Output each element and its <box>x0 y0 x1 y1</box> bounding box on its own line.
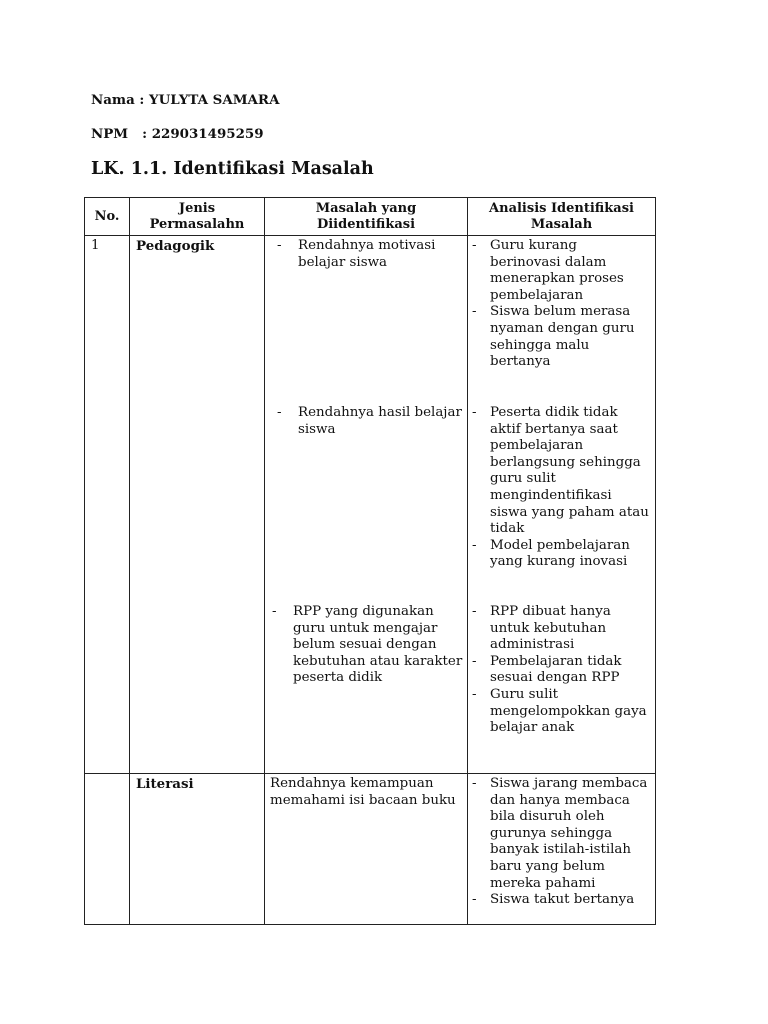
problem-type: Literasi <box>130 774 265 925</box>
analysis-list <box>468 238 651 405</box>
list-item: - Rendahnya hasil belajar siswa <box>265 405 467 438</box>
header-jenis: Jenis Permasalahn <box>130 198 265 236</box>
header-masalah: Masalah yang Diidentifikasi <box>265 198 468 236</box>
document-title: LK. 1.1. Identifikasi Masalah <box>91 159 374 179</box>
identified-problems-cell <box>265 236 468 774</box>
list-item: - Siswa jarang membaca dan hanya membaca bila disuruh oleh gurunya sehingga banyak istilah-istilah baru yang belum mereka pahami <box>468 776 651 892</box>
list-item: - Guru kurang berinovasi dalam menerapkan proses pembelajaran <box>468 238 651 304</box>
problem-list <box>265 405 467 604</box>
problem-type: Pedagogik <box>130 236 265 774</box>
list-item: - Siswa belum merasa nyaman dengan guru sehingga malu bertanya <box>468 304 651 370</box>
table-row <box>85 236 656 774</box>
header-analisis: Analisis Identifikasi Masalah <box>468 198 656 236</box>
list-item: - Rendahnya motivasi belajar siswa <box>265 238 467 271</box>
list-item: - Guru sulit mengelompokkan gaya belajar anak <box>468 687 651 737</box>
list-item: - Pembelajaran tidak sesuai dengan RPP <box>468 654 651 687</box>
problem-list <box>265 238 467 405</box>
list-item: - Siswa takut bertanya <box>468 892 651 909</box>
list-item: - Peserta didik tidak aktif bertanya saat pembelajaran berlangsung sehingga guru sulit mengindentifikasi siswa yang paham atau tidak <box>468 405 651 538</box>
header-no: No. <box>85 198 130 236</box>
list-item: - RPP yang digunakan guru untuk mengajar belum sesuai dengan kebutuhan atau karakter peserta didik <box>265 604 467 687</box>
table-header-row <box>85 198 656 236</box>
analysis-cell <box>468 774 656 925</box>
analysis-list <box>468 604 651 737</box>
row-number: 1 <box>85 236 130 774</box>
analysis-list <box>468 776 651 909</box>
problem-list <box>265 604 467 687</box>
identified-problem: Rendahnya kemampuan memahami isi bacaan buku <box>265 774 468 925</box>
list-item: - RPP dibuat hanya untuk kebutuhan administrasi <box>468 604 651 654</box>
table-row <box>85 774 656 925</box>
analysis-cell <box>468 236 656 774</box>
problem-identification-table <box>84 197 656 925</box>
row-number <box>85 774 130 925</box>
student-npm: NPM : 229031495259 <box>91 126 264 142</box>
list-item: - Model pembelajaran yang kurang inovasi <box>468 538 651 571</box>
analysis-list <box>468 405 651 604</box>
student-name: Nama : YULYTA SAMARA <box>91 92 280 108</box>
